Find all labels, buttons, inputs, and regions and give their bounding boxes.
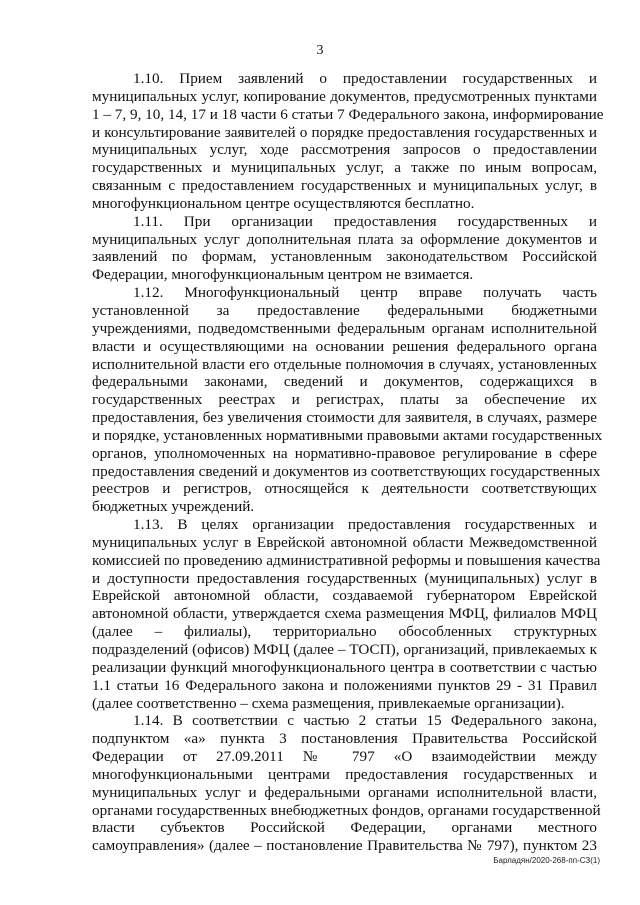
text-line: многофункциональными центрами предоставления государственных и [92,765,597,783]
paragraph-1-11 [92,213,597,284]
text-line: органами государственных внебюджетных фондов, органами государственной [92,801,601,819]
text-line: власти субъектов Российской Федерации, органами местного [92,819,597,837]
text-line: исполнительной власти его отдельные полномочия в случаях, установленных [92,355,597,373]
text-line: государственных реестрах и регистрах, платы за обеспечение их [92,391,597,409]
text-line: подразделений (офисов) МФЦ (далее – ТОСП), организаций, привлекаемых к [92,641,597,658]
text-line: подпунктом «а» пункта 3 постановления Правительства Российской [92,730,597,748]
text-line: Еврейской автономной области, создаваемой губернатором Еврейской [92,587,597,605]
text-line: Федерации от 27.09.2011 № 797 «О взаимодействии между [92,748,597,766]
text-line: предоставления сведений и документов из соответствующих государственных [92,462,601,480]
text-line: (далее соответственно – схема размещения, привлекаемые организации). [92,694,565,712]
page-number: 3 [316,43,324,58]
paragraph-1-10 [92,70,604,213]
text-line: муниципальных услуг, копирование документов, предусмотренных пунктами [92,87,597,105]
paragraph-1-14 [92,712,601,855]
text-line: Федерации, многофункциональным центром не взимается. [92,266,474,284]
text-line: учреждениями, подведомственными федеральным органам исполнительной [92,319,597,337]
text-line: федеральными законами, сведений и документов, содержащихся в [92,373,597,391]
text-line: многофункциональном центре осуществляются бесплатно. [92,194,475,212]
text-line: муниципальных услуг дополнительная плата за оформление документов и [92,230,597,248]
text-line: (далее – филиалы), территориально обособленных структурных [92,623,597,641]
text-line: муниципальных услуг, ходе рассмотрения запросов о предоставлении [92,141,597,159]
text-line: реестров и регистров, относящейся к деятельности соответствующих [92,480,597,498]
text-line: органов, уполномоченных на нормативно-правовое регулирование в сфере [92,444,597,462]
text-line: 1.1 статьи 16 Федерального закона и положениями пунктов 29 - 31 Правил [92,676,597,694]
paragraph-1-13 [92,516,601,712]
text-line: предоставления, без увеличения стоимости для заявителя, в случаях, размере [92,409,597,427]
document-body [92,70,604,855]
text-line: установленной за предоставление федеральными бюджетными [92,301,597,319]
text-line: автономной области, утверждается схема размещения МФЦ, филиалов МФЦ [92,605,597,623]
text-line: государственных и муниципальных услуг, а также по иным вопросам, [92,159,597,177]
text-line: связанным с предоставлением государственных и муниципальных услуг, в [92,177,597,195]
text-line: и консультирование заявителей о порядке предоставления государственных и [92,123,597,141]
text-line: бюджетных учреждений. [92,498,255,516]
text-line: и порядке, установленных нормативными правовыми актами государственных [92,426,603,444]
text-line: 1 – 7, 9, 10, 14, 17 и 18 части 6 статьи 7 Федерального закона, информирование [92,105,604,123]
text-line: самоуправления» (далее – постановление Правительства № 797), пунктом 23 [92,837,597,855]
document-footer-code: Барладян/2020-268-пп-СЗ(1) [493,856,600,865]
text-line: власти и осуществляющими на основании решения федерального органа [92,337,597,355]
paragraph-1-12 [92,284,603,516]
text-line: муниципальных услуг в Еврейской автономной области Межведомственной [92,533,597,551]
text-line: заявлений по формам, установленным законодательством Российской [92,248,597,266]
text-line: 1.14. В соответствии с частью 2 статьи 15 Федерального закона, [133,712,597,730]
text-line: реализации функций многофункционального центра в соответствии с частью [92,658,597,676]
text-line: комиссией по проведению административной реформы и повышения качества [92,551,601,569]
text-line: 1.11. При организации предоставления государственных и [133,212,597,230]
text-line: 1.12. Многофункциональный центр вправе получать часть [133,284,597,302]
text-line: 1.10. Прием заявлений о предоставлении государственных и [133,70,597,87]
text-line: и доступности предоставления государственных (муниципальных) услуг в [92,569,597,587]
text-line: 1.13. В целях организации предоставления государственных и [133,516,597,534]
text-line: муниципальных услуг и федеральными органами исполнительной власти, [92,783,597,801]
